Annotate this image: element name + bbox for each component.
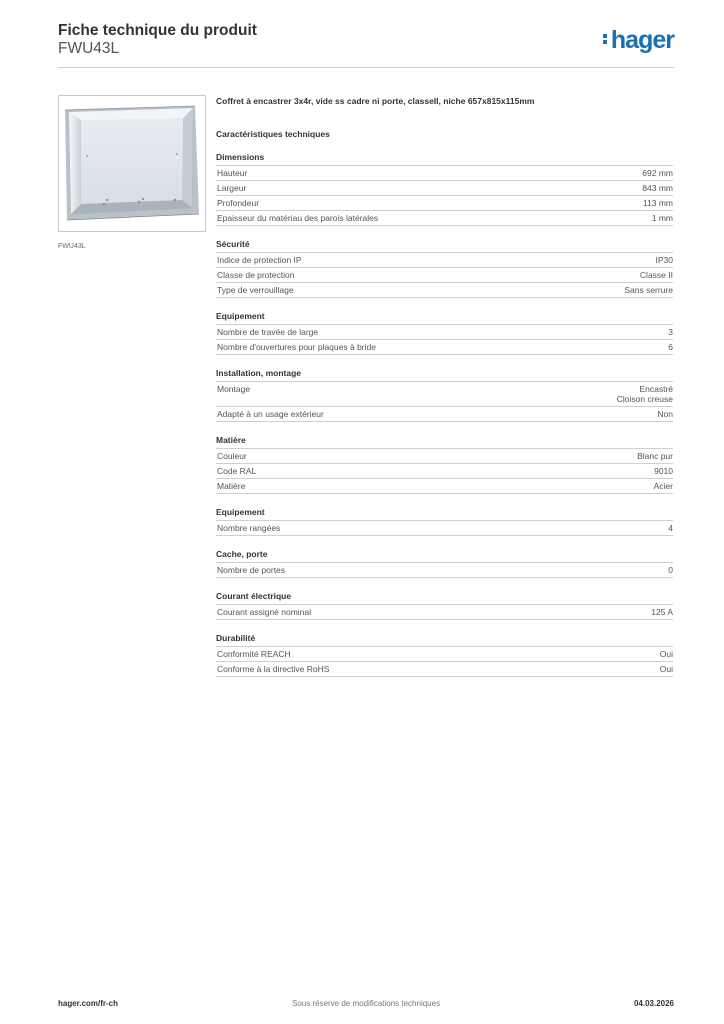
spec-value-cell [654,466,673,476]
spec-label: Profondeur [217,198,260,208]
header-divider [58,67,674,68]
spec-row [216,196,673,211]
spec-value-cell [657,409,673,419]
hager-logo [603,26,674,55]
spec-value: 6 [668,342,673,352]
spec-group [216,549,673,578]
spec-value: Acier [653,481,673,491]
spec-value: 0 [668,565,673,575]
spec-label: Conformité REACH [217,649,291,659]
spec-row [216,325,673,340]
spec-group-title: Matière [216,435,673,449]
spec-row [216,449,673,464]
spec-row [216,563,673,578]
footer-date: 04.03.2026 [633,999,674,1008]
spec-row [216,283,673,298]
spec-label: Adapté à un usage extérieur [217,409,324,419]
image-caption: FWU43L [58,243,86,250]
spec-group-title: Courant électrique [216,591,673,605]
footer-website: hager.com/fr-ch [58,999,119,1008]
spec-group-title: Dimensions [216,152,673,166]
spec-group-title: Equipement [216,311,673,325]
spec-label: Epaisseur du matériau des parois latérales [217,213,379,223]
spec-value-cell [654,481,673,491]
enclosure-illustration [59,96,205,231]
spec-value-cell [668,327,673,337]
spec-label: Nombre rangées [217,523,281,533]
spec-label: Nombre de portes [217,565,286,575]
spec-label: Nombre de travée de large [217,327,319,337]
spec-value-cell [624,285,673,295]
footer-notice: Sous réserve de modifications techniques [292,999,441,1008]
spec-value-cell [668,565,673,575]
spec-value-cell [640,270,673,280]
spec-row [216,268,673,283]
logo-text: hager [610,26,674,54]
spec-group [216,368,673,422]
spec-group [216,435,673,494]
spec-label: Couleur [217,451,247,461]
spec-row [216,253,673,268]
spec-value: 3 [668,327,673,337]
spec-row [216,479,673,494]
spec-value-cell [617,384,673,404]
spec-value-secondary: Cloison creuse [616,394,673,404]
product-code: FWU43L [58,40,120,57]
spec-row [216,605,673,620]
spec-label: Indice de protection IP [217,255,302,265]
characteristics-heading: Caractéristiques techniques [216,129,330,139]
spec-value-cell [660,664,673,674]
spec-group [216,633,673,677]
spec-value: 1 mm [651,213,673,223]
spec-group-title: Durabilité [216,633,673,647]
logo-dots-icon [603,32,610,46]
spec-group [216,311,673,355]
spec-row [216,464,673,479]
spec-value: Blanc pur [637,451,673,461]
spec-value: IP30 [655,255,673,265]
spec-row [216,340,673,355]
spec-row [216,181,673,196]
spec-value-cell [643,198,673,208]
spec-value-cell [642,168,673,178]
spec-label: Courant assigné nominal [217,607,312,617]
spec-group [216,152,673,226]
spec-value: Oui [659,649,673,659]
spec-row [216,521,673,536]
product-description: Coffret à encastrer 3x4r, vide ss cadre ni porte, classeII, niche 657x815x115mm [216,96,535,106]
spec-row [216,382,673,407]
product-image [58,95,206,232]
spec-value-cell [651,607,673,617]
spec-value-cell [656,255,674,265]
spec-label: Classe de protection [217,270,295,280]
spec-group-title: Cache, porte [216,549,673,563]
spec-value-cell [642,183,673,193]
spec-value-cell [637,451,673,461]
spec-value: Oui [659,664,673,674]
spec-value-cell [668,523,673,533]
spec-value: 4 [668,523,673,533]
spec-group-title: Installation, montage [216,368,673,382]
spec-group [216,591,673,620]
spec-label: Matière [217,481,246,491]
spec-row [216,407,673,422]
spec-row [216,647,673,662]
spec-label: Code RAL [217,466,257,476]
spec-value: 113 mm [642,198,673,208]
spec-value: 843 mm [642,183,673,193]
spec-value: Classe II [639,270,673,280]
spec-value-cell [660,649,673,659]
spec-groups [216,152,673,677]
spec-value: 125 A [651,607,673,617]
spec-value: Non [657,409,673,419]
spec-row [216,211,673,226]
spec-value-cell [652,213,673,223]
spec-value: Encastré [639,384,673,394]
spec-value: 9010 [654,466,673,476]
spec-group [216,507,673,536]
page-header-title: Fiche technique du produit [58,22,257,39]
spec-row [216,166,673,181]
spec-group-title: Sécurité [216,239,673,253]
spec-group-title: Equipement [216,507,673,521]
spec-label: Type de verrouillage [217,285,294,295]
spec-value: 692 mm [642,168,673,178]
spec-label: Hauteur [217,168,248,178]
spec-label: Largeur [217,183,247,193]
spec-content [216,96,673,677]
spec-group [216,239,673,298]
spec-label: Montage [217,384,251,394]
spec-label: Nombre d'ouvertures pour plaques à bride [217,342,376,352]
spec-row [216,662,673,677]
spec-value-cell [668,342,673,352]
spec-value: Sans serrure [624,285,673,295]
spec-label: Conforme à la directive RoHS [217,664,330,674]
